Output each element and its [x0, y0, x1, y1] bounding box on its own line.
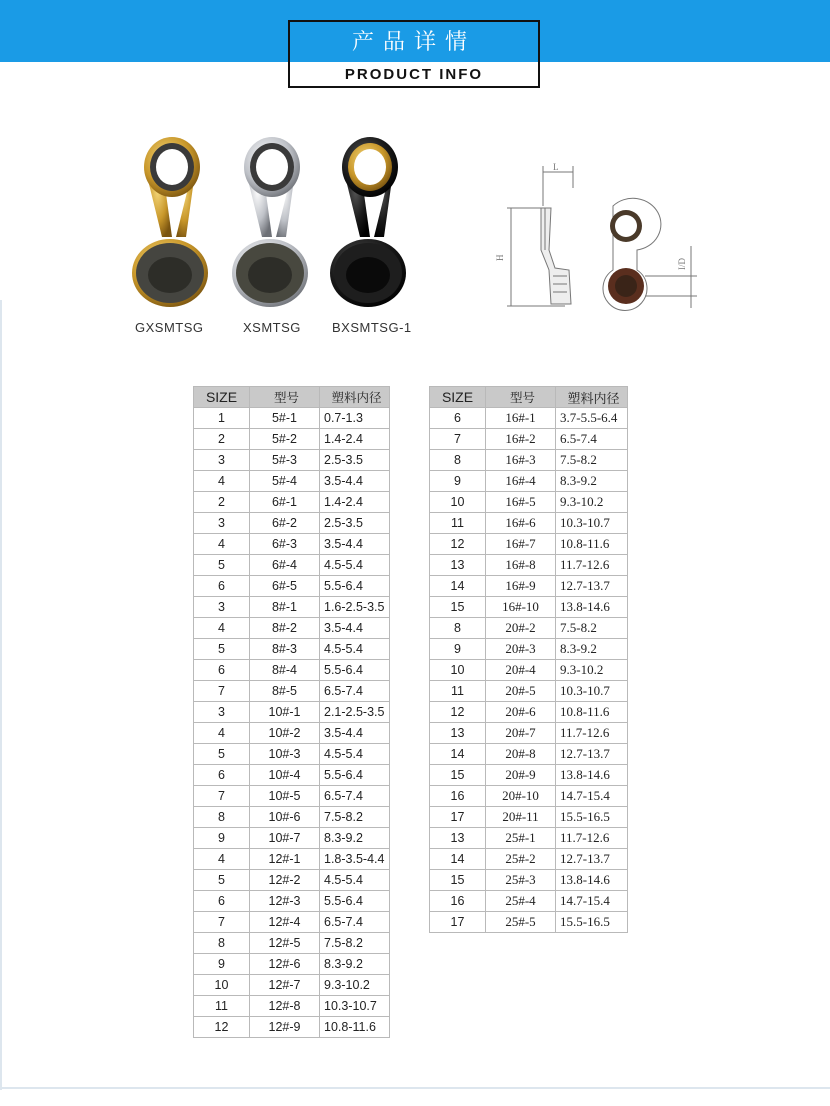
- cell-model: 16#-4: [486, 471, 556, 492]
- cell-model: 6#-3: [250, 534, 320, 555]
- header-size: SIZE: [194, 387, 250, 408]
- cell-inner-diameter: 12.7-13.7: [556, 744, 628, 765]
- left-border-line: [0, 300, 2, 1090]
- cell-size: 4: [194, 471, 250, 492]
- cell-size: 13: [430, 555, 486, 576]
- cell-inner-diameter: 3.5-4.4: [320, 723, 390, 744]
- cell-inner-diameter: 11.7-12.6: [556, 555, 628, 576]
- table-row: [194, 597, 390, 618]
- cell-size: 9: [430, 639, 486, 660]
- cell-model: 16#-8: [486, 555, 556, 576]
- cell-size: 14: [430, 849, 486, 870]
- cell-size: 7: [194, 681, 250, 702]
- cell-size: 15: [430, 765, 486, 786]
- dimension-diagram: [495, 158, 715, 318]
- cell-model: 10#-3: [250, 744, 320, 765]
- cell-size: 17: [430, 912, 486, 933]
- table-row: [194, 639, 390, 660]
- product-label-gold: GXSMTSG: [135, 320, 204, 335]
- cell-model: 10#-4: [250, 765, 320, 786]
- table-row: [194, 492, 390, 513]
- cell-size: 2: [194, 429, 250, 450]
- table-row: [194, 429, 390, 450]
- cell-inner-diameter: 2.5-3.5: [320, 513, 390, 534]
- table-row: [194, 933, 390, 954]
- cell-inner-diameter: 5.5-6.4: [320, 576, 390, 597]
- cell-model: 8#-3: [250, 639, 320, 660]
- cell-inner-diameter: 5.5-6.4: [320, 765, 390, 786]
- header-size: SIZE: [430, 387, 486, 408]
- cell-size: 5: [194, 870, 250, 891]
- cell-model: 10#-7: [250, 828, 320, 849]
- cell-model: 16#-10: [486, 597, 556, 618]
- cell-model: 25#-2: [486, 849, 556, 870]
- table-row: [430, 765, 628, 786]
- cell-size: 3: [194, 450, 250, 471]
- table-row: [194, 555, 390, 576]
- cell-model: 12#-5: [250, 933, 320, 954]
- dimension-drawing: [495, 158, 715, 318]
- cell-model: 10#-6: [250, 807, 320, 828]
- cell-model: 20#-6: [486, 702, 556, 723]
- cell-inner-diameter: 11.7-12.6: [556, 723, 628, 744]
- cell-model: 12#-6: [250, 954, 320, 975]
- cell-inner-diameter: 13.8-14.6: [556, 870, 628, 891]
- cell-model: 6#-1: [250, 492, 320, 513]
- cell-model: 20#-5: [486, 681, 556, 702]
- table-row: [430, 912, 628, 933]
- cell-inner-diameter: 4.5-5.4: [320, 744, 390, 765]
- cell-size: 3: [194, 513, 250, 534]
- cell-inner-diameter: 7.5-8.2: [556, 618, 628, 639]
- cell-model: 20#-4: [486, 660, 556, 681]
- cell-inner-diameter: 8.3-9.2: [320, 828, 390, 849]
- cell-inner-diameter: 12.7-13.7: [556, 849, 628, 870]
- cell-size: 12: [194, 1017, 250, 1038]
- header-inner-diameter: 塑料内径: [320, 387, 390, 408]
- cell-inner-diameter: 0.7-1.3: [320, 408, 390, 429]
- cell-model: 12#-1: [250, 849, 320, 870]
- header-model: 型号: [486, 387, 556, 408]
- cell-size: 14: [430, 744, 486, 765]
- cell-model: 25#-4: [486, 891, 556, 912]
- cell-model: 20#-2: [486, 618, 556, 639]
- cell-model: 5#-1: [250, 408, 320, 429]
- cell-size: 6: [194, 660, 250, 681]
- cell-size: 3: [194, 597, 250, 618]
- table-row: [430, 450, 628, 471]
- dim-label-l: L: [553, 162, 559, 172]
- cell-model: 10#-1: [250, 702, 320, 723]
- cell-size: 11: [430, 681, 486, 702]
- table-row: [430, 681, 628, 702]
- cell-inner-diameter: 5.5-6.4: [320, 891, 390, 912]
- cell-inner-diameter: 14.7-15.4: [556, 786, 628, 807]
- table-row: [194, 996, 390, 1017]
- table-header-row: [194, 387, 390, 408]
- cell-size: 4: [194, 723, 250, 744]
- table-row: [194, 681, 390, 702]
- cell-inner-diameter: 6.5-7.4: [320, 912, 390, 933]
- cell-inner-diameter: 12.7-13.7: [556, 576, 628, 597]
- cell-model: 5#-2: [250, 429, 320, 450]
- cell-size: 6: [194, 576, 250, 597]
- cell-model: 20#-3: [486, 639, 556, 660]
- table-row: [430, 555, 628, 576]
- size-table-left: [193, 386, 390, 1038]
- cell-inner-diameter: 3.5-4.4: [320, 471, 390, 492]
- table-row: [194, 975, 390, 996]
- cell-model: 16#-6: [486, 513, 556, 534]
- table-row: [430, 471, 628, 492]
- cell-inner-diameter: 4.5-5.4: [320, 639, 390, 660]
- cell-size: 12: [430, 702, 486, 723]
- cell-model: 20#-9: [486, 765, 556, 786]
- cell-size: 10: [430, 660, 486, 681]
- cell-model: 12#-2: [250, 870, 320, 891]
- cell-size: 11: [194, 996, 250, 1017]
- table-row: [430, 870, 628, 891]
- dim-label-h: H: [495, 254, 505, 261]
- cell-inner-diameter: 1.4-2.4: [320, 429, 390, 450]
- page-title-cn: 产品详情: [351, 29, 476, 54]
- cell-size: 14: [430, 576, 486, 597]
- cell-inner-diameter: 6.5-7.4: [320, 786, 390, 807]
- table-header-row: [430, 387, 628, 408]
- table-row: [194, 702, 390, 723]
- cell-model: 12#-7: [250, 975, 320, 996]
- cell-size: 6: [194, 891, 250, 912]
- cell-size: 15: [430, 870, 486, 891]
- cell-size: 5: [194, 744, 250, 765]
- table-row: [194, 471, 390, 492]
- cell-inner-diameter: 10.8-11.6: [320, 1017, 390, 1038]
- table-row: [194, 450, 390, 471]
- cell-size: 7: [194, 912, 250, 933]
- cell-inner-diameter: 8.3-9.2: [556, 471, 628, 492]
- table-row: [194, 408, 390, 429]
- cell-size: 15: [430, 597, 486, 618]
- header-model: 型号: [250, 387, 320, 408]
- cell-size: 13: [430, 828, 486, 849]
- black-guide-image: [330, 137, 406, 307]
- cell-inner-diameter: 11.7-12.6: [556, 828, 628, 849]
- table-row: [194, 828, 390, 849]
- cell-model: 8#-1: [250, 597, 320, 618]
- cell-size: 9: [194, 828, 250, 849]
- table-row: [430, 702, 628, 723]
- cell-inner-diameter: 9.3-10.2: [556, 492, 628, 513]
- table-row: [430, 576, 628, 597]
- cell-size: 8: [430, 618, 486, 639]
- cell-size: 8: [430, 450, 486, 471]
- cell-size: 2: [194, 492, 250, 513]
- cell-inner-diameter: 15.5-16.5: [556, 912, 628, 933]
- cell-inner-diameter: 1.4-2.4: [320, 492, 390, 513]
- cell-model: 6#-4: [250, 555, 320, 576]
- product-illustrations: [110, 125, 430, 320]
- table-row: [194, 807, 390, 828]
- cell-inner-diameter: 3.5-4.4: [320, 534, 390, 555]
- cell-size: 16: [430, 891, 486, 912]
- cell-inner-diameter: 14.7-15.4: [556, 891, 628, 912]
- cell-model: 20#-8: [486, 744, 556, 765]
- cell-size: 7: [194, 786, 250, 807]
- cell-model: 8#-2: [250, 618, 320, 639]
- cell-model: 16#-3: [486, 450, 556, 471]
- cell-model: 5#-4: [250, 471, 320, 492]
- cell-size: 5: [194, 555, 250, 576]
- cell-inner-diameter: 2.5-3.5: [320, 450, 390, 471]
- cell-model: 16#-9: [486, 576, 556, 597]
- cell-inner-diameter: 6.5-7.4: [320, 681, 390, 702]
- table-row: [430, 786, 628, 807]
- cell-size: 7: [430, 429, 486, 450]
- cell-model: 16#-5: [486, 492, 556, 513]
- table-row: [194, 1017, 390, 1038]
- table-row: [430, 513, 628, 534]
- table-row: [194, 723, 390, 744]
- cell-inner-diameter: 10.3-10.7: [556, 513, 628, 534]
- gold-guide-image: [132, 137, 208, 307]
- cell-inner-diameter: 9.3-10.2: [556, 660, 628, 681]
- table-row: [430, 429, 628, 450]
- cell-size: 4: [194, 849, 250, 870]
- cell-inner-diameter: 8.3-9.2: [320, 954, 390, 975]
- dim-label-id: I/D: [677, 258, 687, 270]
- cell-inner-diameter: 13.8-14.6: [556, 765, 628, 786]
- table-row: [430, 534, 628, 555]
- cell-size: 9: [194, 954, 250, 975]
- cell-size: 8: [194, 933, 250, 954]
- cell-inner-diameter: 7.5-8.2: [320, 807, 390, 828]
- cell-inner-diameter: 9.3-10.2: [320, 975, 390, 996]
- cell-inner-diameter: 10.3-10.7: [320, 996, 390, 1017]
- cell-inner-diameter: 7.5-8.2: [320, 933, 390, 954]
- table-row: [430, 597, 628, 618]
- cell-model: 6#-5: [250, 576, 320, 597]
- table-row: [430, 660, 628, 681]
- cell-inner-diameter: 1.8-3.5-4.4: [320, 849, 390, 870]
- cell-inner-diameter: 15.5-16.5: [556, 807, 628, 828]
- cell-size: 11: [430, 513, 486, 534]
- cell-model: 16#-7: [486, 534, 556, 555]
- cell-size: 12: [430, 534, 486, 555]
- table-row: [430, 744, 628, 765]
- table-row: [430, 618, 628, 639]
- cell-size: 8: [194, 807, 250, 828]
- cell-inner-diameter: 1.6-2.5-3.5: [320, 597, 390, 618]
- table-row: [430, 807, 628, 828]
- cell-inner-diameter: 6.5-7.4: [556, 429, 628, 450]
- cell-inner-diameter: 13.8-14.6: [556, 597, 628, 618]
- cell-model: 25#-5: [486, 912, 556, 933]
- cell-inner-diameter: 10.8-11.6: [556, 702, 628, 723]
- cell-inner-diameter: 3.5-4.4: [320, 618, 390, 639]
- table-row: [194, 660, 390, 681]
- cell-model: 12#-4: [250, 912, 320, 933]
- page-title-en: PRODUCT INFO: [344, 66, 484, 83]
- cell-inner-diameter: 4.5-5.4: [320, 870, 390, 891]
- cell-size: 4: [194, 534, 250, 555]
- cell-size: 13: [430, 723, 486, 744]
- table-row: [194, 576, 390, 597]
- cell-size: 4: [194, 618, 250, 639]
- table-row: [194, 534, 390, 555]
- cell-size: 16: [430, 786, 486, 807]
- product-label-silver: XSMTSG: [243, 320, 301, 335]
- cell-size: 17: [430, 807, 486, 828]
- cell-model: 8#-4: [250, 660, 320, 681]
- table-row: [194, 912, 390, 933]
- cell-model: 6#-2: [250, 513, 320, 534]
- cell-model: 8#-5: [250, 681, 320, 702]
- cell-model: 20#-10: [486, 786, 556, 807]
- cell-size: 3: [194, 702, 250, 723]
- table-row: [194, 891, 390, 912]
- cell-size: 5: [194, 639, 250, 660]
- table-row: [194, 744, 390, 765]
- size-table-right: [429, 386, 628, 933]
- silver-guide-image: [232, 137, 308, 307]
- table-row: [430, 849, 628, 870]
- table-row: [194, 954, 390, 975]
- cell-inner-diameter: 4.5-5.4: [320, 555, 390, 576]
- table-row: [194, 513, 390, 534]
- cell-model: 10#-2: [250, 723, 320, 744]
- product-label-black: BXSMTSG-1: [332, 320, 412, 335]
- cell-model: 12#-9: [250, 1017, 320, 1038]
- header-inner-diameter: 塑料内径: [556, 387, 628, 408]
- cell-size: 10: [430, 492, 486, 513]
- table-row: [194, 870, 390, 891]
- cell-inner-diameter: 2.1-2.5-3.5: [320, 702, 390, 723]
- cell-model: 16#-1: [486, 408, 556, 429]
- cell-model: 12#-3: [250, 891, 320, 912]
- cell-inner-diameter: 5.5-6.4: [320, 660, 390, 681]
- cell-model: 25#-1: [486, 828, 556, 849]
- cell-inner-diameter: 8.3-9.2: [556, 639, 628, 660]
- table-row: [430, 891, 628, 912]
- cell-size: 9: [430, 471, 486, 492]
- cell-size: 6: [430, 408, 486, 429]
- cell-inner-diameter: 7.5-8.2: [556, 450, 628, 471]
- cell-inner-diameter: 10.3-10.7: [556, 681, 628, 702]
- cell-model: 25#-3: [486, 870, 556, 891]
- cell-model: 5#-3: [250, 450, 320, 471]
- table-row: [194, 786, 390, 807]
- cell-size: 10: [194, 975, 250, 996]
- cell-size: 6: [194, 765, 250, 786]
- cell-model: 10#-5: [250, 786, 320, 807]
- table-row: [430, 408, 628, 429]
- table-row: [430, 723, 628, 744]
- product-photos: [110, 125, 430, 345]
- table-row: [430, 492, 628, 513]
- table-row: [194, 765, 390, 786]
- table-row: [194, 618, 390, 639]
- cell-inner-diameter: 3.7-5.5-6.4: [556, 408, 628, 429]
- cell-inner-diameter: 10.8-11.6: [556, 534, 628, 555]
- cell-size: 1: [194, 408, 250, 429]
- cell-model: 16#-2: [486, 429, 556, 450]
- table-row: [430, 828, 628, 849]
- bottom-divider: [0, 1087, 830, 1089]
- table-row: [194, 849, 390, 870]
- table-row: [430, 639, 628, 660]
- cell-model: 12#-8: [250, 996, 320, 1017]
- cell-model: 20#-7: [486, 723, 556, 744]
- cell-model: 20#-11: [486, 807, 556, 828]
